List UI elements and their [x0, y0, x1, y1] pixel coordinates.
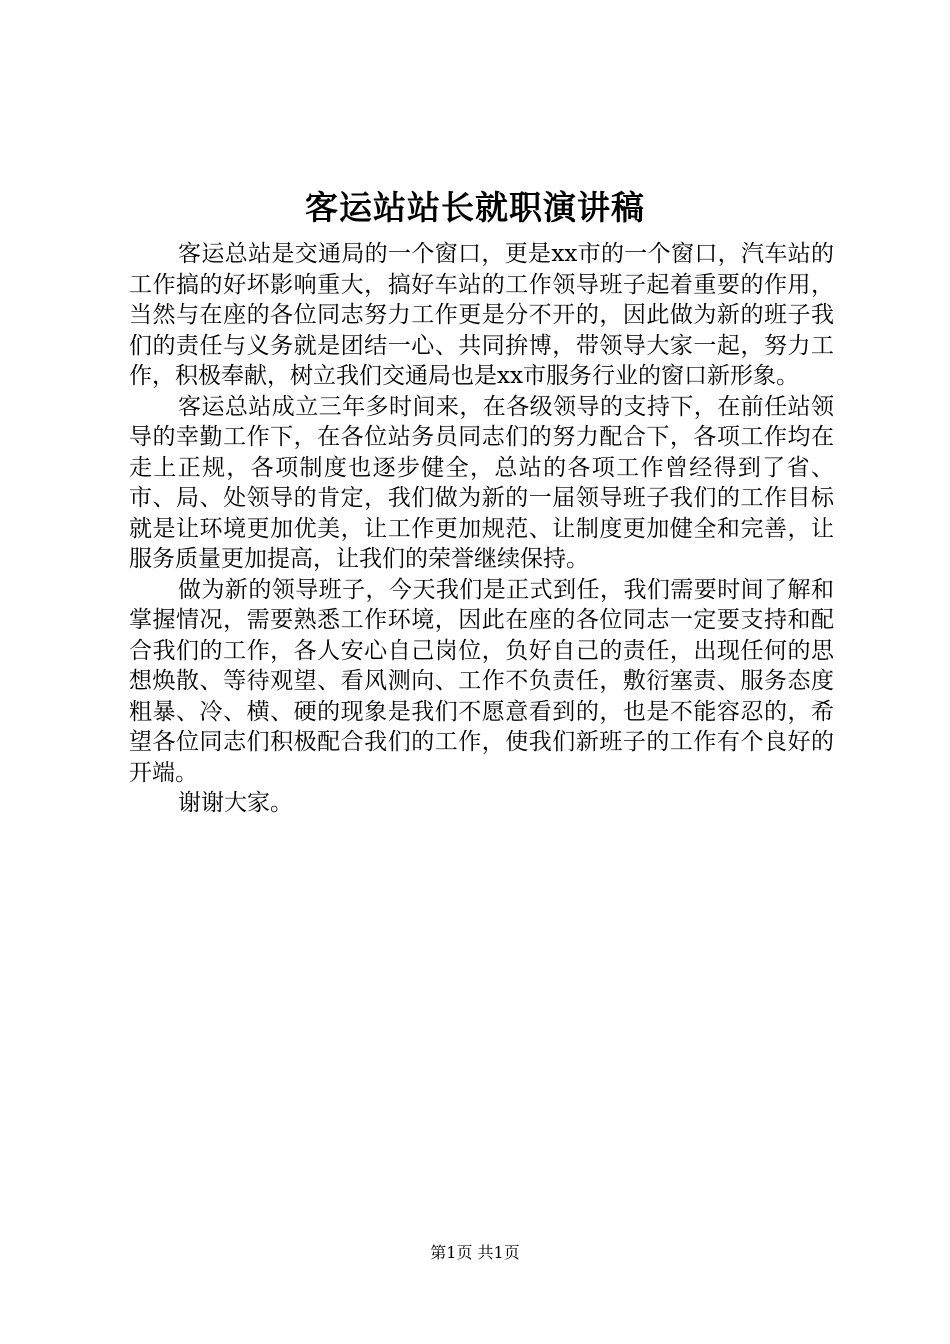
document-title: 客运站站长就职演讲稿	[305, 188, 645, 227]
paragraph-4: 谢谢大家。	[178, 790, 293, 816]
page-footer: 第1页 共1页	[430, 1243, 520, 1262]
paragraph-2: 客运总站成立三年多时间来，在各级领导的支持下，在前任站领导的幸勤工作下，在各位站务员同志们的努力配合下，各项工作均在走上正规，各项制度也逐步健全，总站的各项工作曾经得到了省、市、局、处领导的肯定，我们做为新的一届领导班子我们的工作目标就是让环境更加优美，让工作更加规范、让制度更加健全和完善，让服务质量更加提高，让我们的荣誉继续保持。	[129, 393, 834, 572]
document-body	[129, 239, 834, 819]
paragraph-3: 做为新的领导班子，今天我们是正式到任，我们需要时间了解和掌握情况，需要熟悉工作环境，因此在座的各位同志一定要支持和配合我们的工作，各人安心自己岗位，负好自己的责任，出现任何的思想焕散、等待观望、看风测向、工作不负责任，敷衍塞责、服务态度粗暴、冷、横、硬的现象是我们不愿意看到的，也是不能容忍的，希望各位同志们积极配合我们的工作，使我们新班子的工作有个良好的开端。	[129, 576, 834, 786]
paragraph-1: 客运总站是交通局的一个窗口，更是xx市的一个窗口，汽车站的工作搞的好坏影响重大，搞好车站的工作领导班子起着重要的作用，当然与在座的各位同志努力工作更是分不开的，因此做为新的班子我们的责任与义务就是团结一心、共同拚博，带领导大家一起，努力工作，积极奉献，树立我们交通局也是xx市服务行业的窗口新形象。	[129, 241, 834, 389]
